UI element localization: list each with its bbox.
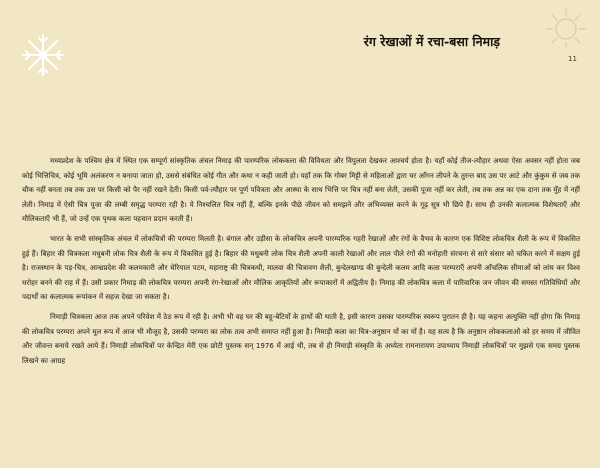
paragraph-1: मध्यप्रदेश के पश्चिम क्षेत्र में स्थित एक सम्पूर्ण सांस्कृतिक अंचल निमाड़ की पारम्परिक लोककला की विविधता और विपुलता देखकर आश्चर्य होता है। यहाँ कोई तीज-त्यौहार अथवा ऐसा अवसर नहीं होता जब कोई भित्तिचित्र, कोई भूमि अलंकरण न बनाया जाता हो, उससे संबंधित कोई गीत और कथा न कही जाती हो। यहाँ तक कि गोबर मिट्टी से महिलाओं द्वारा घर आँगन लीपने के तुरन्त बाद उस पर आटे और कुंकुम से जब तक चौक नहीं बनता तब तक उस पर किसी को पैर नहीं रखने देती। किसी पर्व-त्यौहार पर पूर्ण पवित्रता और आस्था के साथ भित्ति पर चित्र नहीं बना लेती, उसकी पूजा नहीं कर लेती, तब तक अन्न का एक दाना तक मुँह में नहीं लेती। निमाड़ में ऐसी चित्र पूजा की लम्बी समृद्ध परम्परा रही है। ये निश्चलित चित्र नहीं हैं, बल्कि इनके पीछे जीवन को समझने और अभिव्यक्त करने के गूढ़ सूत्र भी छिपे हैं। साथ ही उनकी कलात्मक विशेषताएँ और मौलिकताएँ भी हैं, जो उन्हें एक पृथक कला पहचान प्रदान करती हैं। xyxy=(22,156,580,224)
sun-outline-icon xyxy=(538,6,594,52)
body-text xyxy=(22,154,580,368)
page-title: रंग रेखाओं में रचा-बसा निमाड़ xyxy=(363,34,500,49)
paragraph-2: भारत के सभी सांस्कृतिक अंचल में लोकचित्रों की परम्परा मिलती है। बंगाल और उड़ीसा के लोकचित्र अपनी पारम्परिक गहरी रेखाओं और रंगों के वैभव के कारण एक विशिष्ट लोकचित्र शैली के रूप में विकसित हुई हैं। बिहार की चित्रकला मधुबनी लोक चित्र शैली के रूप में विकसित हुई है। बिहार की मधुबनी लोक चित्र शैली अपनी काली रेखाओं और लाल पीले रंगों की मनोहारी संरचना से सारे संसार को चकित करने में सक्षम हुई है। राजस्थान के पड़-चित्र, आन्ध्रप्रदेश की कलमकारी और चेरियाल पटम, महाराष्ट्र की चित्रकथी, मालवा की चित्रावण शैली, बुन्देलखण्ड की बुन्देली कलम आदि कला परम्पराएँ अपनी आँचलिक सीमाओं को लांघ कर विश्व धरोहर बनने की राह में हैं। उसी प्रकार निमाड़ की लोकचित्र परम्परा अपनी रंग-रेखाओं और मौलिक आकृतियों और रूपाकारों में अद्वितीय है। निमाड़ की लोकचित्र कला में पारिवारिक जन जीवन की समस्त गतिविधियों और पदार्थों का कलात्मक रूपांकन में सहज देखा जा सकता है। xyxy=(22,233,580,302)
paragraph-3: निमाड़ी चित्रकला आज तक अपने परिवेश में ठेठ रूप में रही है। अभी भी वह घर की बहू-बेटियों के हाथों की थाती है, इसी कारण उसका पारम्परिक स्वरूप पुरातन ही है। यह कहना अत्युक्ति नहीं होगा कि निमाड़ की लोकचित्र परम्परा अपने मूल रूप में आज भी मौजूद है, उसकी परम्परा का लोक तत्व अभी समाप्त नहीं हुआ है। निमाड़ी कला का चित्र-अनुष्ठान यों का यों है। यह सत्य है कि अनुष्ठान लोककलाओं को हर समय में जीवित और जीवन्त बनाये रखते आये हैं। निमाड़ी लोकचित्रों पर केन्द्रित मेरी एक छोटी पुस्तक सन् 1976 में आई थी, तब से ही निमाड़ी संस्कृति के अध्येता रामनारायण उपाध्याय निमाड़ी लोकचित्रों पर मुझसे एक समग्र पुस्तक लिखने का आग्रह xyxy=(22,311,580,365)
white-snowflake-motif-icon xyxy=(20,32,66,78)
page-number: 11 xyxy=(568,55,577,63)
